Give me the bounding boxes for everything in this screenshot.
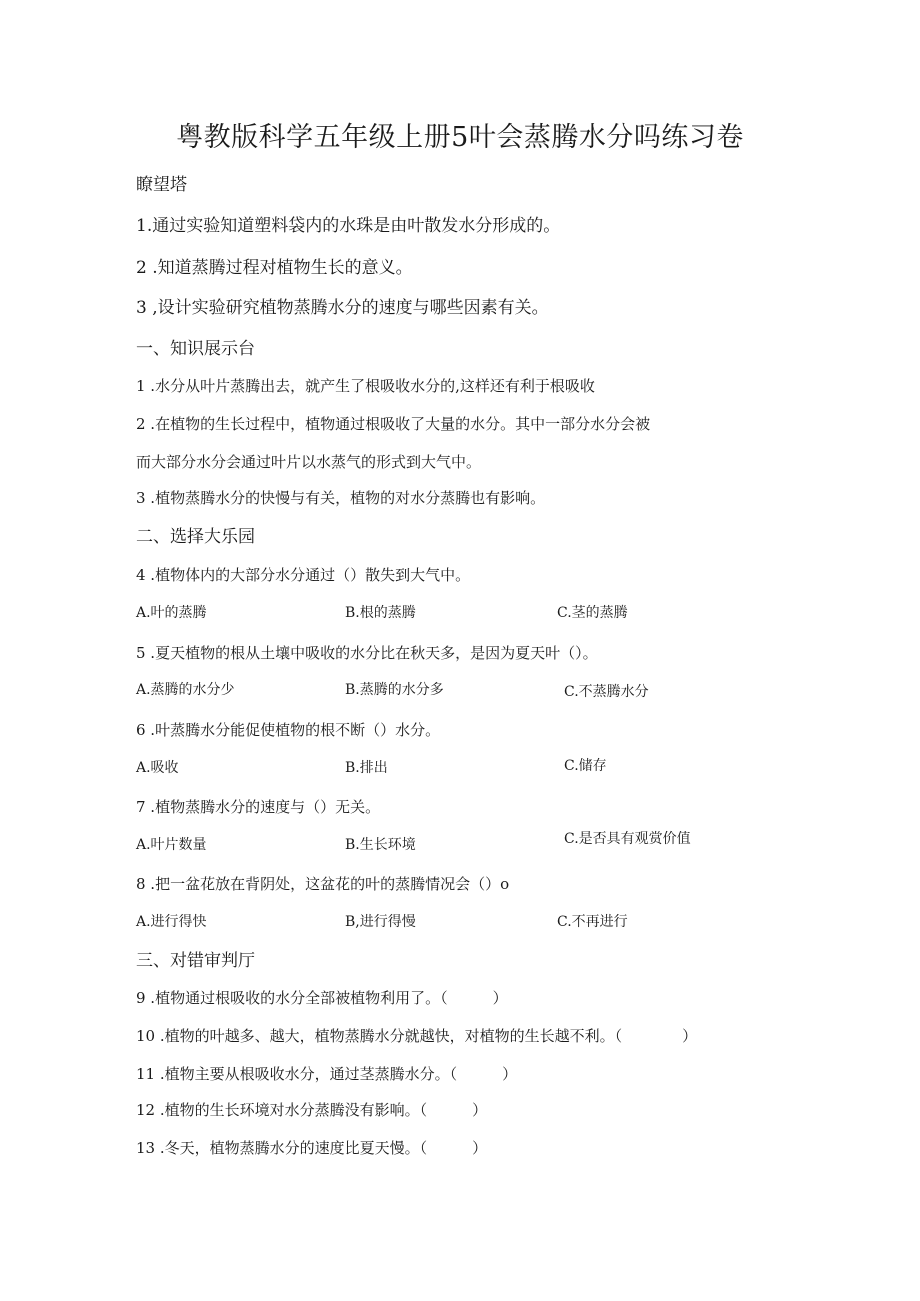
fill-item-2: 2 .在植物的生长过程中，植物通过根吸收了大量的水分。其中一部分水分会被 (136, 415, 651, 433)
q4-option-a: A.叶的蒸腾 (136, 605, 207, 621)
q5-option-b: B.蒸腾的水分多 (345, 682, 444, 698)
section-1-heading: 一、知识展示台 (136, 339, 255, 359)
q8-option-c: C.不再进行 (557, 914, 628, 930)
judge-item-9: 9 .植物通过根吸收的水分全部被植物利用了。（ ） (136, 989, 508, 1007)
q5-option-c: C.不蒸腾水分 (564, 684, 649, 700)
fill-item-2-cont: 而大部分水分会通过叶片以水蒸气的形式到大气中。 (136, 453, 482, 471)
choice-question-4: 4 .植物体内的大部分水分通过（）散失到大气中。 (136, 566, 471, 584)
q4-option-b: B.根的蒸腾 (345, 605, 416, 621)
q7-option-a: A.叶片数量 (136, 837, 207, 853)
section-2-heading: 二、选择大乐园 (136, 527, 255, 547)
lookout-heading: 瞭望塔 (136, 175, 187, 195)
choice-question-8: 8 .把一盆花放在背阴处，这盆花的叶的蒸腾情况会（）o (136, 875, 510, 893)
fill-item-1: 1 .水分从叶片蒸腾出去，就产生了根吸收水分的,这样还有利于根吸收 (136, 377, 595, 395)
goal-1: 1.通过实验知道塑料袋内的水珠是由叶散发水分形成的。 (136, 216, 561, 236)
q8-option-a: A.进行得快 (136, 914, 207, 930)
page-title: 粤教版科学五年级上册5叶会蒸腾水分吗练习卷 (176, 122, 744, 153)
section-3-heading: 三、对错审判厅 (136, 951, 255, 971)
judge-item-13: 13 .冬天，植物蒸腾水分的速度比夏天慢。（ ） (136, 1139, 488, 1157)
choice-question-5: 5 .夏天植物的根从土壤中吸收的水分比在秋天多，是因为夏天叶（）。 (136, 644, 598, 662)
judge-item-12: 12 .植物的生长环境对水分蒸腾没有影响。（ ） (136, 1101, 488, 1119)
q7-option-c: C.是否具有观赏价值 (564, 831, 691, 847)
goal-2: 2 .知道蒸腾过程对植物生长的意义。 (136, 258, 413, 278)
q7-option-b: B.生长环境 (345, 837, 416, 853)
q8-option-b: B,进行得慢 (345, 914, 416, 930)
goal-3: 3 ,设计实验研究植物蒸腾水分的速度与哪些因素有关。 (136, 298, 549, 318)
choice-question-7: 7 .植物蒸腾水分的速度与（）无关。 (136, 798, 381, 816)
q6-option-b: B.排出 (345, 760, 388, 776)
judge-item-10: 10 .植物的叶越多、越大，植物蒸腾水分就越快，对植物的生长越不利。（ ） (136, 1027, 698, 1045)
judge-item-11: 11 .植物主要从根吸收水分，通过茎蒸腾水分。（ ） (136, 1065, 518, 1083)
q5-option-a: A.蒸腾的水分少 (136, 682, 235, 698)
fill-item-3: 3 .植物蒸腾水分的快慢与有关，植物的对水分蒸腾也有影响。 (136, 489, 546, 507)
q4-option-c: C.茎的蒸腾 (557, 605, 628, 621)
choice-question-6: 6 .叶蒸腾水分能促使植物的根不断（）水分。 (136, 721, 441, 739)
q6-option-a: A.吸收 (136, 760, 179, 776)
q6-option-c: C.储存 (564, 758, 607, 774)
